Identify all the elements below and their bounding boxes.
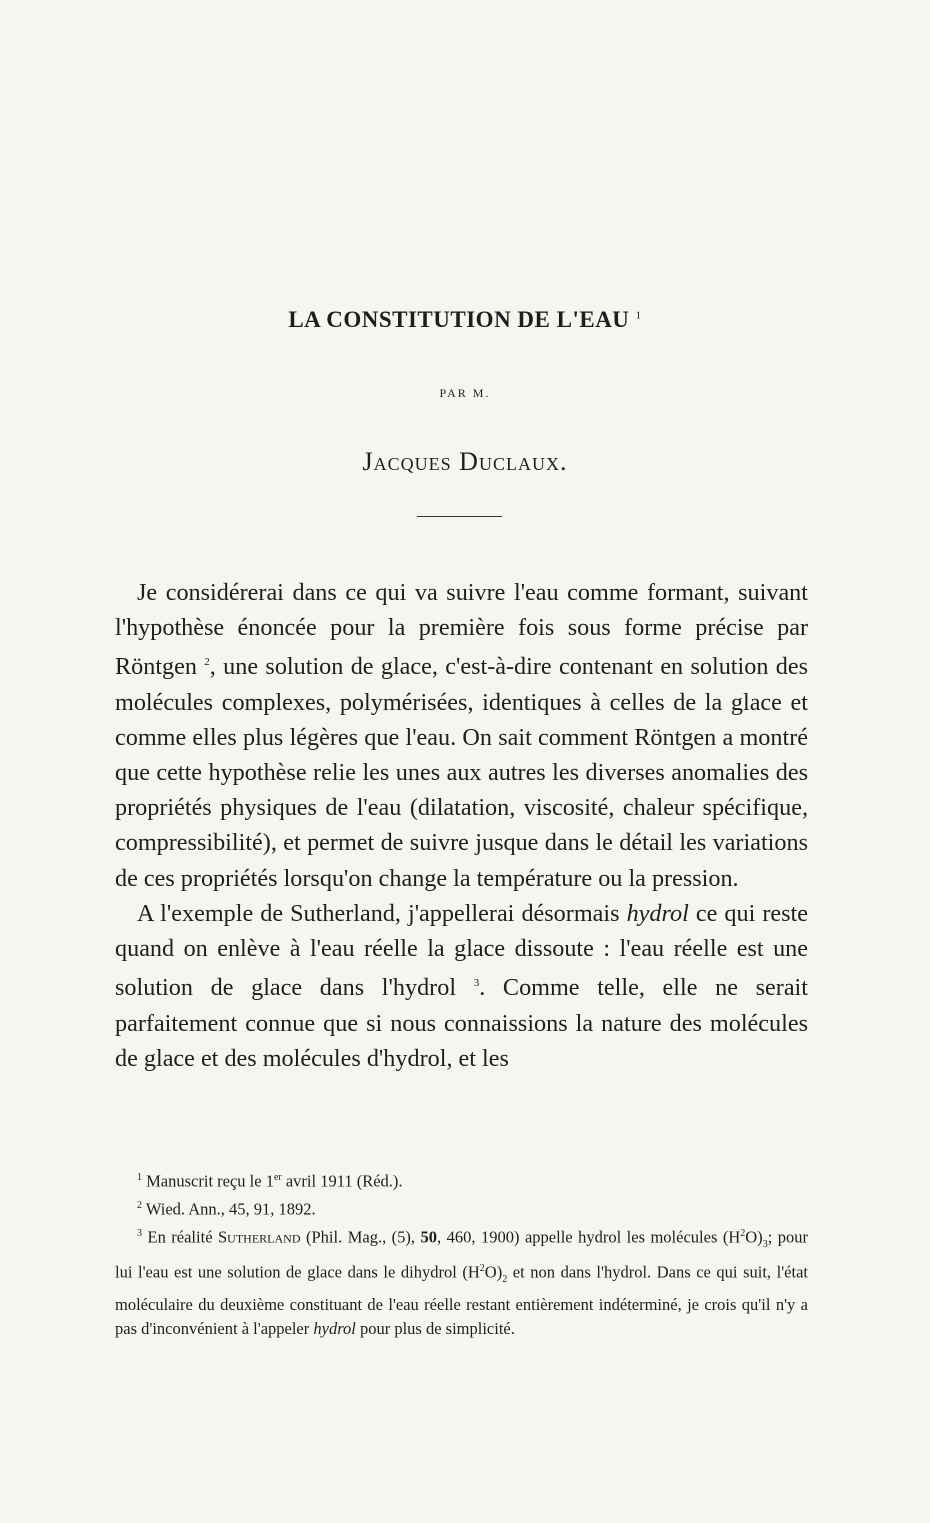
title-divider — [417, 516, 502, 517]
footnote-1-text-b: avril 1911 (Réd.). — [285, 1171, 403, 1191]
footnote-1-ordinal: er — [273, 1172, 282, 1183]
footnotes — [115, 1166, 808, 1342]
footnote-3-text-b: (Phil. Mag., (5), — [306, 1227, 416, 1247]
footnote-3-sup-1: 2 — [740, 1228, 746, 1239]
paragraph-2-italic-term: hydrol — [626, 899, 689, 927]
title-footnote-marker: 1 — [635, 309, 642, 322]
footnote-2-marker: 2 — [137, 1200, 142, 1211]
paragraph-2-text-a: A l'exemple de Sutherland, j'appellerai désormais — [137, 899, 620, 927]
footnote-3-text-f: O) — [484, 1262, 503, 1282]
footnote-3-text-a: En réalité — [147, 1227, 213, 1247]
paragraph-1 — [115, 575, 808, 896]
article-title-text: LA CONSTITUTION DE L'EAU — [288, 307, 630, 332]
footnote-3-author-name: Sutherland — [218, 1227, 301, 1247]
footnote-3-marker: 3 — [137, 1228, 142, 1239]
article-title — [0, 307, 930, 333]
paragraph-1-text-a: Je considérerai dans ce qui va suivre l'eau comme formant, suivant l'hypothèse énoncée pour la première fois sous forme précise par Röntgen — [115, 579, 808, 681]
paragraph-1-text-b: , une solution de glace, c'est-à-dire contenant en solution des molécules complexes, polymérisées, identiques à celles de la glace et comme elles plus légères que l'eau. On sait comment Röntgen a montré que cette hypothèse relie les unes aux autres les diverses anomalies des propriétés physiques de l'eau (dilatation, viscosité, chaleur spécifique, compressibilité), et permet de suivre jusque dans le détail les variations de ces propriétés lorsqu'on change la température ou la pression. — [115, 653, 808, 892]
footnote-3-text-d: O) — [745, 1227, 763, 1247]
footnote-3-sup-2: 2 — [479, 1263, 485, 1275]
byline: PAR M. — [439, 386, 491, 400]
paragraph-2 — [115, 896, 808, 1076]
footnote-3-text-e: ; pour lui l'eau est une solution de glace dans le dihydrol (H — [115, 1227, 808, 1282]
footnote-3-sub-2: 2 — [502, 1274, 508, 1286]
footnote-marker-3: 3 — [473, 977, 480, 990]
paragraph-2-text-b: ce qui reste quand on enlève à l'eau réelle la glace dissoute : l'eau réelle est une solution de glace dans l'hydrol — [115, 899, 808, 1002]
article-body — [115, 575, 808, 1076]
footnote-3-text-g: et non dans l'hydrol. Dans ce qui suit, l'état moléculaire du deuxième constituant de l'eau réelle restant entièrement indéterminé, je crois qu'il n'y a pas d'inconvénient à l'appeler — [115, 1262, 808, 1339]
footnote-3-italic-term: hydrol — [313, 1319, 356, 1339]
footnote-1-text-a: Manuscrit reçu le 1 — [146, 1171, 274, 1191]
footnote-2-text: Wied. Ann., 45, 91, 1892. — [145, 1199, 316, 1219]
paragraph-2-text-c: . Comme telle, elle ne serait parfaitement connue que si nous connaissions la nature des molécules de glace et des molécules d'hydrol, et les — [115, 974, 808, 1072]
footnote-2 — [115, 1194, 808, 1222]
footnote-3-text-c: , 460, 1900) appelle hydrol les molécules (H — [437, 1227, 741, 1247]
author-name: Jacques Duclaux. — [362, 447, 568, 476]
footnote-marker-2: 2 — [204, 656, 210, 669]
footnote-3 — [115, 1222, 808, 1342]
footnote-3-volume: 50 — [420, 1227, 438, 1247]
footnote-3-text-h: pour plus de simplicité. — [359, 1319, 515, 1339]
footnote-1 — [115, 1166, 808, 1194]
footnote-3-sub-1: 3 — [762, 1238, 768, 1250]
footnote-1-marker: 1 — [137, 1172, 142, 1183]
